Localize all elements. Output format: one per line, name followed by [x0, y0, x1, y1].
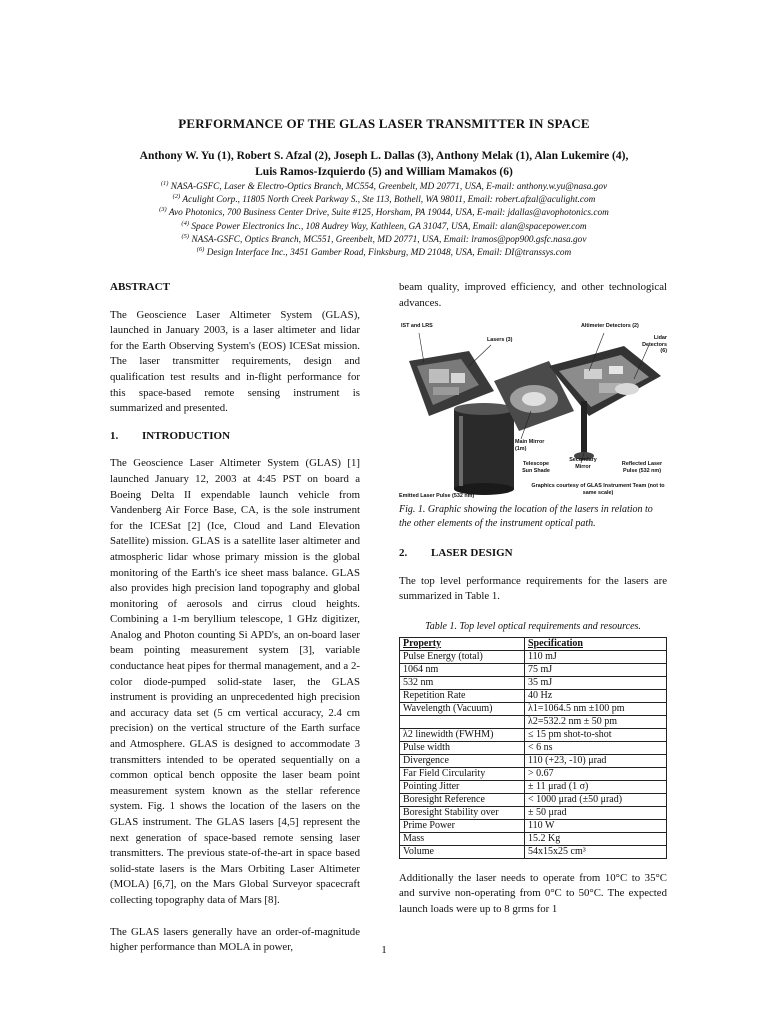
table-row	[400, 806, 667, 819]
table-row	[400, 754, 667, 767]
table-cell-property: Divergence	[400, 754, 525, 767]
table-header-row	[400, 637, 667, 650]
table-cell-property: λ2 linewidth (FWHM)	[400, 728, 525, 741]
figure-label-courtesy: Graphics courtesy of GLAS Instrument Team (not to same scale)	[531, 483, 665, 496]
table-row	[400, 689, 667, 702]
table-row	[400, 845, 667, 858]
laser-design-heading: 2. LASER DESIGN	[399, 547, 513, 560]
author-line-1: Anthony W. Yu (1), Robert S. Afzal (2), Joseph L. Dallas (3), Anthony Melak (1), Alan Lukemire (4),	[139, 150, 629, 162]
table-cell-specification: λ2=532.2 nm ± 50 pm	[525, 715, 667, 728]
abstract-text: The Geoscience Laser Altimeter System (GLAS), launched in January 2003, is a laser altimeter and lidar for the Earth Observing System's (EOS) ICESat mission. The laser transmitter requirements, design and qualification test results and in-flight performance for this space-based remote sensing instrument is summarized and presented.	[110, 308, 360, 415]
table-cell-specification: ≤ 15 pm shot-to-shot	[525, 728, 667, 741]
author-list	[40, 148, 728, 180]
table-row	[400, 832, 667, 845]
table-cell-property: Far Field Circularity	[400, 767, 525, 780]
telescope-sun-shade	[454, 403, 514, 495]
affiliation-5: $^{(5)}$ NASA-GSFC, Optics Branch, MC551, Greenbelt, MD 20771, USA, Email: lramos@pop900.gsfc.nasa.gov	[181, 232, 587, 245]
affiliation-4: $^{(4)}$ Space Power Electronics Inc., 108 Audrey Way, Kathleen, GA 31047, USA, Email: alan@spacepower.com	[181, 219, 587, 232]
affiliation-3: $^{(3)}$ Avo Photonics, 700 Business Center Drive, Suite #125, Horsham, PA 19044, USA, E-mail: jdallas@avophotonics.com	[159, 206, 609, 219]
column-header-property: Property	[400, 637, 525, 650]
author-line-2: Luis Ramos-Izquierdo (5) and William Mamakos (6)	[255, 166, 513, 178]
affiliation-1: $^{(1)}$ NASA-GSFC, Laser & Electro-Optics Branch, MC554, Greenbelt, MD 20771, USA, E-mail: anthony.w.yu@nasa.gov	[160, 179, 608, 192]
affiliation-6: $^{(6)}$ Design Interface Inc., 3451 Gamber Road, Finksburg, MD 21048, USA, Email: DI@transsys.com	[196, 245, 572, 259]
table-caption: Table 1. Top level optical requirements and resources.	[425, 620, 641, 632]
table-row	[400, 676, 667, 689]
figure-label-lasers: Lasers (3)	[487, 337, 513, 344]
introduction-paragraph-2-continued: beam quality, improved efficiency, and other technological advances.	[399, 281, 667, 309]
right-column	[399, 280, 667, 917]
requirements-table	[399, 637, 667, 859]
figure-label-emitted: Emitted Laser Pulse (532 nm)	[399, 493, 475, 500]
table-cell-property: Pulse width	[400, 741, 525, 754]
table-cell-specification: 54x15x25 cm³	[525, 845, 667, 858]
figure-caption: Fig. 1. Graphic showing the location of the lasers in relation to the other elements of the instrument optical path.	[399, 504, 653, 529]
introduction-paragraph-1: The Geoscience Laser Altimeter System (GLAS) [1] launched January 12, 2003 at 4:45 PST on board a Boeing Delta II expendable launch vehicle from Vandenberg Air Force Base, CA, is the sole instrument for the ICESat [2] (Ice, Cloud and Land Elevation Satellite) mission. GLAS is a satellite laser altimeter and atmospheric lidar whose primary mission is the global monitoring of the Earth's ice sheet mass balance. GLAS also provides high precision land topography and global monitoring of aerosols and cirrus cloud heights. Combining a 1-m beryllium telescope, 1 GHz digitizer, Analog and Photon counting Si APD's, an on-board laser beam pointing measurement system [3], variable conductance heat pipes for thermal management, and a 2-color diode-pumped solid-state laser, the GLAS instrument is providing an unprecedented high precision and accuracy data set (5 cm vertical accuracy, 2.4 cm precision) on the vertical structure of the Earth surface and Atmosphere. GLAS is designed to accommodate 3 transmitters intended to be operated sequentially on a common optical bench opposite the laser beam point measurement system known as the stellar reference system. Fig. 1 shows the location of the lasers on the GLAS instrument. The GLAS lasers [4,5] represent the next generation of space-based remote sensing laser transmitters. The previous state-of-the-art in space based solid-state lasers is the Mars Orbiting Laser Altimeter (MOLA) [6,7], on the Mars Global Surveyor spacecraft collecting topography data of Mars [8].	[110, 457, 360, 906]
table-row	[400, 715, 667, 728]
table-cell-property: Pulse Energy (total)	[400, 650, 525, 663]
table-row	[400, 741, 667, 754]
figure-label-telescope: Telescope Sun Shade	[522, 461, 550, 474]
table-cell-property: Mass	[400, 832, 525, 845]
table-cell-specification: 75 mJ	[525, 663, 667, 676]
table-row	[400, 819, 667, 832]
table-cell-property: Prime Power	[400, 819, 525, 832]
figure-label-reflected: Reflected Laser Pulse (532 nm)	[621, 461, 663, 474]
affiliation-2: $^{(2)}$ Aculight Corp., 11805 North Creek Parkway S., Ste 113, Bothell, WA 98011, Email: robert.afzal@aculight.com	[172, 193, 596, 206]
introduction-heading: 1. INTRODUCTION	[110, 429, 231, 442]
table-cell-specification: 35 mJ	[525, 676, 667, 689]
table-cell-specification: λ1=1064.5 nm ±100 pm	[525, 702, 667, 715]
glas-instrument-figure	[399, 321, 667, 501]
left-column	[110, 280, 360, 956]
table-cell-property: 1064 nm	[400, 663, 525, 676]
figure-label-altimeter: Altimeter Detectors (2)	[581, 323, 639, 330]
table-cell-specification: 110 (+23, -10) μrad	[525, 754, 667, 767]
paper-title: PERFORMANCE OF THE GLAS LASER TRANSMITTER IN SPACE	[178, 116, 590, 131]
table-cell-specification: ± 11 μrad (1 σ)	[525, 780, 667, 793]
table-row	[400, 793, 667, 806]
table-cell-specification: < 1000 μrad (±50 μrad)	[525, 793, 667, 806]
figure-label-ist: IST and LRS	[401, 323, 433, 330]
abstract-heading: ABSTRACT	[110, 281, 170, 293]
laser-design-paragraph-2: Additionally the laser needs to operate from 10°C to 35°C and survive non-operating from 0°C to 50°C. The expected launch loads were up to 8 grms for 1	[399, 871, 667, 915]
table-cell-specification: ± 50 μrad	[525, 806, 667, 819]
table-cell-property: Pointing Jitter	[400, 780, 525, 793]
table-row	[400, 780, 667, 793]
laser-design-paragraph-1: The top level performance requirements for the lasers are summarized in Table 1.	[399, 574, 667, 603]
table-cell-specification: < 6 ns	[525, 741, 667, 754]
table-cell-property: Wavelength (Vacuum)	[400, 702, 525, 715]
figure-label-main-mirror: Main Mirror (1m)	[515, 439, 545, 452]
table-cell-property: Volume	[400, 845, 525, 858]
table-cell-property: Repetition Rate	[400, 689, 525, 702]
table-row	[400, 650, 667, 663]
column-header-specification: Specification	[525, 637, 667, 650]
table-cell-property: Boresight Stability over	[400, 806, 525, 819]
affiliation-list	[40, 181, 728, 260]
table-row	[400, 663, 667, 676]
introduction-paragraph-2: The GLAS lasers generally have an order-of-magnitude higher performance than MOLA in power,	[110, 925, 360, 954]
table-cell-specification: > 0.67	[525, 767, 667, 780]
table-row	[400, 767, 667, 780]
table-row	[400, 728, 667, 741]
table-cell-specification: 15.2 Kg	[525, 832, 667, 845]
requirements-table-body	[400, 650, 667, 858]
figure-label-lidar: Lidar Detectors (6)	[642, 335, 667, 354]
table-cell-property: 532 nm	[400, 676, 525, 689]
figure-label-secondary: Secondary Mirror	[569, 457, 597, 470]
table-cell-specification: 110 W	[525, 819, 667, 832]
table-row	[400, 702, 667, 715]
page-number: 1	[381, 944, 387, 956]
table-cell-property: Boresight Reference	[400, 793, 525, 806]
table-cell-specification: 110 mJ	[525, 650, 667, 663]
table-cell-specification: 40 Hz	[525, 689, 667, 702]
glas-instrument-graphic	[399, 321, 667, 501]
table-cell-property	[400, 715, 525, 728]
